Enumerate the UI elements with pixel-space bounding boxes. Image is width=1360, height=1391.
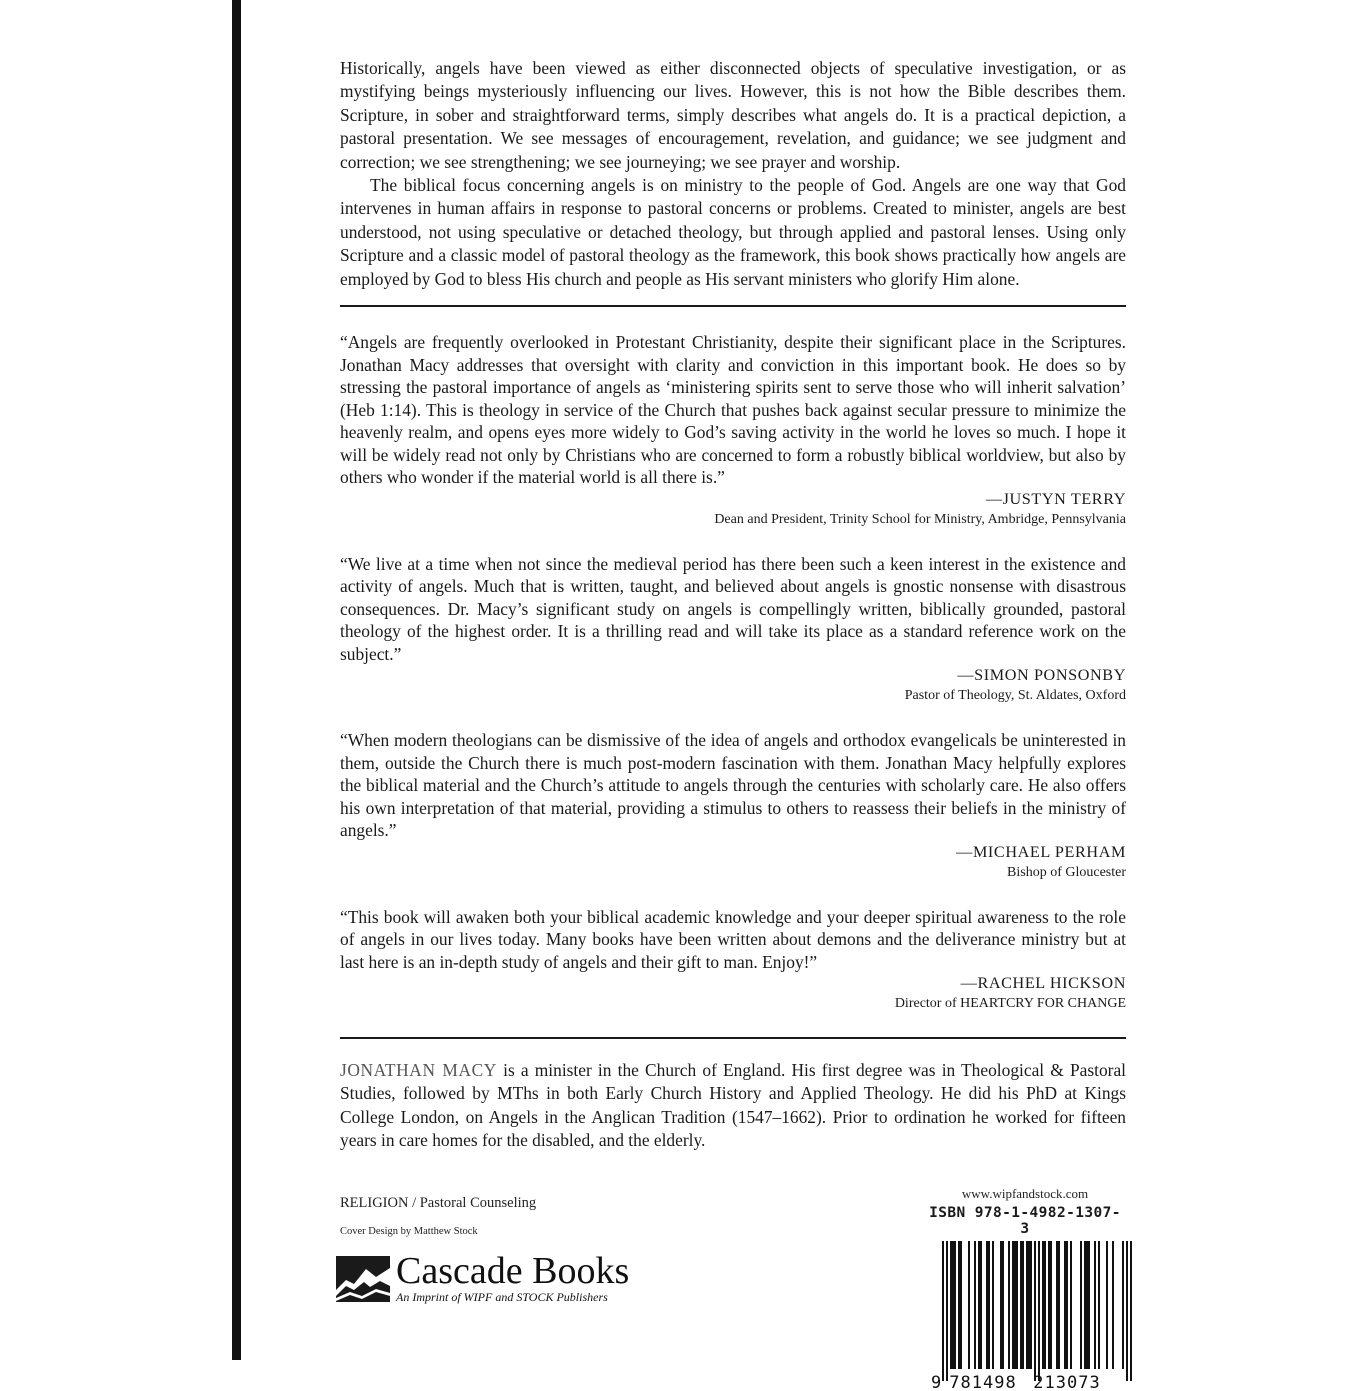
endorsement-author: —RACHEL HICKSON (960, 974, 1126, 993)
barcode-bar (1064, 1241, 1066, 1369)
barcode-bar (992, 1241, 994, 1369)
blurb-paragraph-2: The biblical focus concerning angels is on ministry to the people of God. Angels are one way that God intervenes in human affairs in response to pastoral concerns or problems. Created to minister, angels are best understood, not using speculative or detached theology, but through applied and pastoral lenses. Using only Scripture and a classic model of pastoral theology as the framework, this book shows practically how angels are employed by God to bless His church and people as His servant ministers who glorify Him alone. (340, 175, 1126, 289)
isbn-block (925, 1186, 1125, 1391)
barcode-bar (960, 1241, 962, 1369)
barcode-bar (1008, 1241, 1010, 1369)
endorsement-quote: “When modern theologians can be dismissive of the idea of angels and orthodox evangelicals be uninterested in them, outside the Church there is much post-modern fascination with them. Jonathan Macy helpfully explores the biblical material and the Church’s attitude to angels through the centuries with scholarly care. He also offers his own interpretation of that material, providing a stimulus to others to reassess their beliefs in the ministry of angels.” (340, 730, 1126, 841)
author-bio-text: is a minister in the Church of England. His first degree was in Theological & Pastoral Studies, followed by MThs in both Early Church History and Applied Theology. He did his PhD at Kings College London, on Angels in the Anglican Tradition (1547–1662). Prior to ordination he worked for fifteen years in care homes for the disabled, and the elderly. (340, 1060, 1126, 1151)
endorsement-quote: “This book will awaken both your biblical academic knowledge and your deeper spiritual awareness to the role of angels in our lives today. Many books have been written about demons and the deliverance ministry but at last here is an in-depth study of angels and their gift to man. Enjoy!” (340, 906, 1126, 972)
barcode-bar (1002, 1241, 1004, 1369)
barcode-bar (1080, 1241, 1082, 1369)
blurb-paragraph-1: Historically, angels have been viewed as either disconnected objects of speculative investigation, or as mystifying beings mysteriously influencing our lives. However, this is not how the Bible describes them. Scripture, in sober and straightforward terms, simply describes what angels do. It is a practical depiction, a pastoral presentation. We see messages of encouragement, revelation, and guidance; we see judgment and correction; we see strengthening; we see journeying; we see prayer and worship. (340, 58, 1126, 172)
barcode-bar (952, 1241, 954, 1369)
barcode-bar (1030, 1241, 1032, 1369)
barcode-lead-digit: 9 (931, 1373, 942, 1391)
barcode-bar (1088, 1241, 1090, 1369)
endorsement-affiliation: Director of HEARTCRY FOR CHANGE (894, 996, 1126, 1012)
endorsement-quote: “Angels are frequently overlooked in Protestant Christianity, despite their significant place in the Scriptures. Jonathan Macy addresses that oversight with clarity and conviction in this important book. He does so by stressing the pastoral importance of angels as ‘ministering spirits sent to serve those who will inherit salvation’ (Heb 1:14). This is theology in service of the Church that pushes back against secular pressure to minimize the heavenly realm, and opens eyes more widely to God’s saving activity in the world he loves so much. I hope it will be widely read not only by Christians who are concerned to form a robustly biblical worldview, but also by others who wonder if the material world is all there is.” (340, 332, 1126, 488)
barcode-left-digits: 781498 (949, 1373, 1017, 1391)
barcode-bar (950, 1241, 952, 1369)
barcode-bar (1056, 1241, 1058, 1369)
author-bio-name: JONATHAN MACY (340, 1060, 497, 1081)
barcode-bar (1028, 1241, 1030, 1369)
endorsement-ponsonby (340, 553, 1126, 706)
endorsement-affiliation: Bishop of Gloucester (1007, 864, 1126, 880)
barcode-bar (1106, 1241, 1108, 1369)
mountain-logo-icon (336, 1256, 390, 1302)
barcode-bar (988, 1241, 990, 1369)
endorsement-hickson (340, 906, 1126, 1014)
barcode-bar (986, 1241, 988, 1369)
barcode-bar (1026, 1241, 1028, 1369)
publisher-tagline: An Imprint of WIPF and STOCK Publishers (396, 1290, 608, 1304)
barcode-bar (1016, 1241, 1018, 1369)
barcode-bar (980, 1241, 982, 1369)
subject-category: RELIGION / Pastoral Counseling (340, 1195, 537, 1211)
endorsement-affiliation: Dean and President, Trinity School for Ministry, Ambridge, Pennsylvania (714, 511, 1126, 527)
cover-design-credit: Cover Design by Matthew Stock (340, 1226, 478, 1237)
barcode (925, 1241, 1125, 1391)
barcode-bar (1098, 1241, 1100, 1369)
publisher-website: www.wipfandstock.com (961, 1186, 1089, 1201)
barcode-bar (1058, 1241, 1060, 1369)
barcode-bar (1044, 1241, 1046, 1369)
endorsement-author: —JUSTYN TERRY (985, 489, 1126, 508)
barcode-bar (1126, 1241, 1128, 1381)
back-cover-content (340, 57, 1126, 1153)
barcode-bar (946, 1241, 948, 1381)
barcode-bar (1066, 1241, 1068, 1369)
barcode-bar (968, 1241, 970, 1369)
barcode-bar (1020, 1241, 1022, 1369)
barcode-bar (954, 1241, 956, 1369)
barcode-bar (1070, 1241, 1072, 1369)
barcode-bar (1048, 1241, 1050, 1369)
publisher-logo (336, 1250, 656, 1310)
barcode-bar (1086, 1241, 1088, 1369)
publisher-name: Cascade Books (396, 1250, 630, 1292)
endorsement-perham (340, 729, 1126, 882)
barcode-bar (1014, 1241, 1016, 1369)
barcode-bar (1038, 1241, 1040, 1381)
endorsement-terry (340, 331, 1126, 529)
barcode-bar (1094, 1241, 1096, 1369)
barcode-bar (942, 1241, 944, 1381)
barcode-bar (1042, 1241, 1044, 1369)
endorsement-author: —SIMON PONSONBY (957, 666, 1126, 685)
divider-rule (340, 305, 1126, 307)
author-bio (340, 1059, 1126, 1153)
endorsement-affiliation: Pastor of Theology, St. Aldates, Oxford (904, 688, 1126, 704)
barcode-bar (1130, 1241, 1132, 1381)
barcode-bar (1084, 1241, 1086, 1369)
barcode-bar (1122, 1241, 1124, 1369)
book-blurb (340, 57, 1126, 291)
endorsement-quote: “We live at a time when not since the medieval period has there been such a keen interest in the existence and activity of angels. Much that is written, taught, and believed about angels is gnostic nonsense with disastrous consequences. Dr. Macy’s significant study on angels is compellingly written, biblically grounded, pastoral theology of the highest order. It is a thrilling read and will take its place as a standard reference work on the subject.” (340, 553, 1126, 664)
barcode-right-digits: 213073 (1033, 1373, 1101, 1391)
book-spine-edge (232, 0, 241, 1360)
barcode-bar (974, 1241, 976, 1369)
endorsements (340, 331, 1126, 1013)
barcode-bar (978, 1241, 980, 1369)
barcode-bar (1022, 1241, 1024, 1369)
barcode-bar (1112, 1241, 1114, 1369)
divider-rule (340, 1037, 1126, 1039)
barcode-bar (1050, 1241, 1052, 1369)
barcode-bar (958, 1241, 960, 1369)
isbn-number: ISBN 978-1-4982-1307-3 (929, 1205, 1121, 1237)
barcode-bar (1000, 1241, 1002, 1369)
endorsement-author: —MICHAEL PERHAM (956, 842, 1126, 861)
barcode-bar (1012, 1241, 1014, 1369)
barcode-bar (1034, 1241, 1036, 1381)
